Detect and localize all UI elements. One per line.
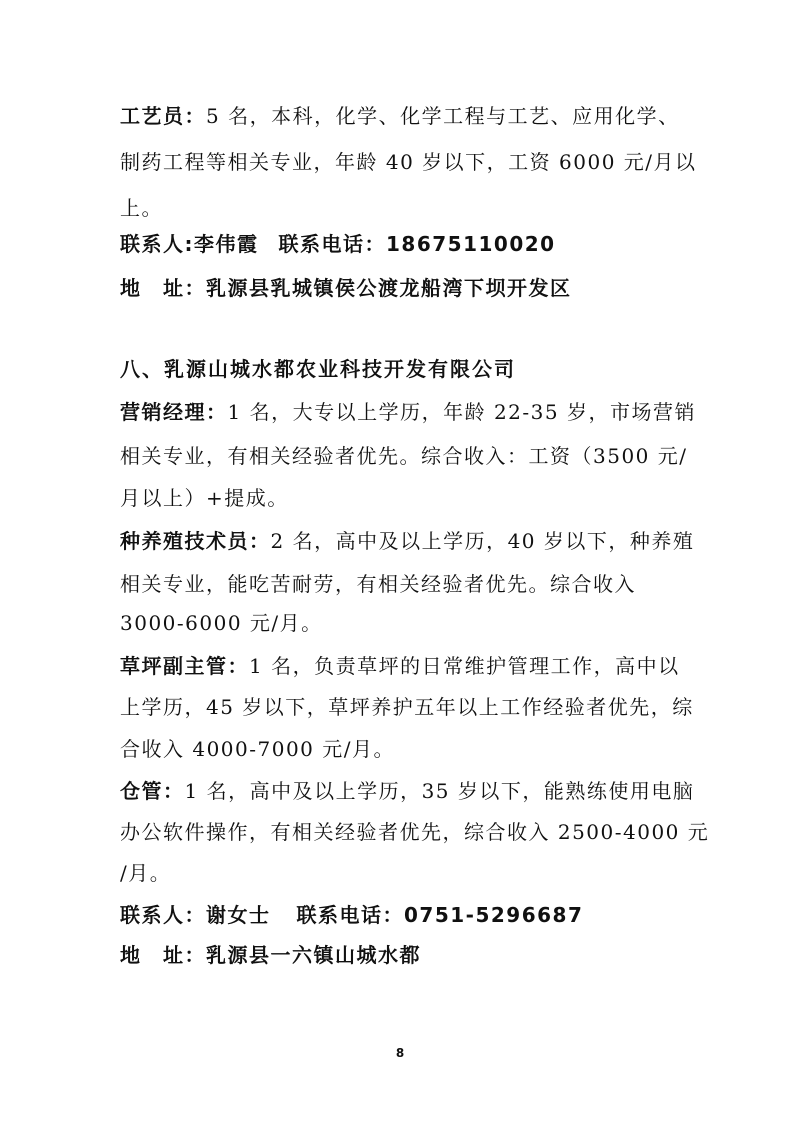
- contact-phone-previous: 联系电话：18675110020: [278, 232, 556, 256]
- job-title-gongyiyuan: 工艺员：: [120, 104, 206, 128]
- job-detail-warehouse-2: 办公软件操作，有相关经验者优先，综合收入 2500-4000 元: [120, 820, 710, 844]
- job-title-marketing-manager: 营销经理：: [120, 400, 228, 424]
- address-line-eight: [120, 940, 690, 970]
- contact-phone-eight: 联系电话：0751-5296687: [296, 903, 584, 927]
- job-lawn-supervisor-line-1: [120, 651, 690, 681]
- job-breeding-tech-line-2: [120, 569, 690, 599]
- address-label-previous: 地 址：: [120, 276, 206, 300]
- job-lawn-supervisor-line-2: [120, 692, 694, 722]
- job-breeding-tech-line-1: [120, 526, 695, 556]
- contact-person-eight: 联系人：谢女士: [120, 903, 271, 927]
- job-marketing-manager-line-3: [120, 483, 690, 513]
- job-breeding-tech-line-3: [120, 608, 690, 638]
- contact-line-eight: [120, 900, 690, 930]
- job-detail-breeding-tech-2: 相关专业，能吃苦耐劳，有相关经验者优先。综合收入: [120, 572, 636, 596]
- job-detail-marketing-manager-3: 月以上）+提成。: [120, 486, 289, 510]
- job-gongyiyuan-line-2: [120, 147, 697, 177]
- address-value-eight: 乳源县一六镇山城水都: [206, 943, 421, 967]
- job-marketing-manager-line-1: [120, 397, 696, 427]
- job-title-warehouse: 仓管：: [120, 779, 185, 803]
- job-detail-breeding-tech-3: 3000-6000 元/月。: [120, 611, 323, 635]
- job-detail-marketing-manager-2: 相关专业，有相关经验者优先。综合收入：工资（3500 元/: [120, 444, 688, 468]
- job-detail-marketing-manager-1: 1 名，大专以上学历，年龄 22-35 岁，市场营销: [227, 400, 696, 424]
- job-detail-warehouse-1: 1 名，高中及以上学历，35 岁以下，能熟练使用电脑: [184, 779, 695, 803]
- job-gongyiyuan-line-1: [120, 101, 690, 131]
- address-label-eight: 地 址：: [120, 943, 206, 967]
- job-detail-gongyiyuan-3: 上。: [120, 196, 163, 220]
- job-warehouse-line-2: [120, 817, 710, 847]
- job-lawn-supervisor-line-3: [120, 734, 690, 764]
- contact-line-previous: [120, 229, 690, 259]
- job-detail-warehouse-3: /月。: [120, 861, 172, 885]
- job-detail-lawn-supervisor-3: 合收入 4000-7000 元/月。: [120, 737, 396, 761]
- company-heading-eight: 八、乳源山城水都农业科技开发有限公司: [120, 357, 516, 381]
- job-detail-gongyiyuan-1: 5 名，本科，化学、化学工程与工艺、应用化学、: [206, 104, 680, 128]
- contact-person-previous: 联系人:李伟霞: [120, 232, 259, 256]
- job-detail-lawn-supervisor-2: 上学历，45 岁以下，草坪养护五年以上工作经验者优先，综: [120, 695, 694, 719]
- job-title-lawn-supervisor: 草坪副主管：: [120, 654, 249, 678]
- job-gongyiyuan-line-3: [120, 193, 690, 223]
- job-detail-gongyiyuan-2: 制药工程等相关专业，年龄 40 岁以下，工资 6000 元/月以: [120, 150, 697, 174]
- job-detail-breeding-tech-1: 2 名，高中及以上学历，40 岁以下，种养殖: [270, 529, 695, 553]
- page-number: 8: [395, 1046, 405, 1060]
- address-value-previous: 乳源县乳城镇侯公渡龙船湾下坝开发区: [206, 276, 572, 300]
- job-title-breeding-tech: 种养殖技术员：: [120, 529, 271, 553]
- job-warehouse-line-3: [120, 858, 690, 888]
- job-detail-lawn-supervisor-1: 1 名，负责草坪的日常维护管理工作，高中以: [249, 654, 680, 678]
- job-marketing-manager-line-2: [120, 441, 690, 471]
- address-line-previous: [120, 273, 690, 303]
- job-warehouse-line-1: [120, 776, 695, 806]
